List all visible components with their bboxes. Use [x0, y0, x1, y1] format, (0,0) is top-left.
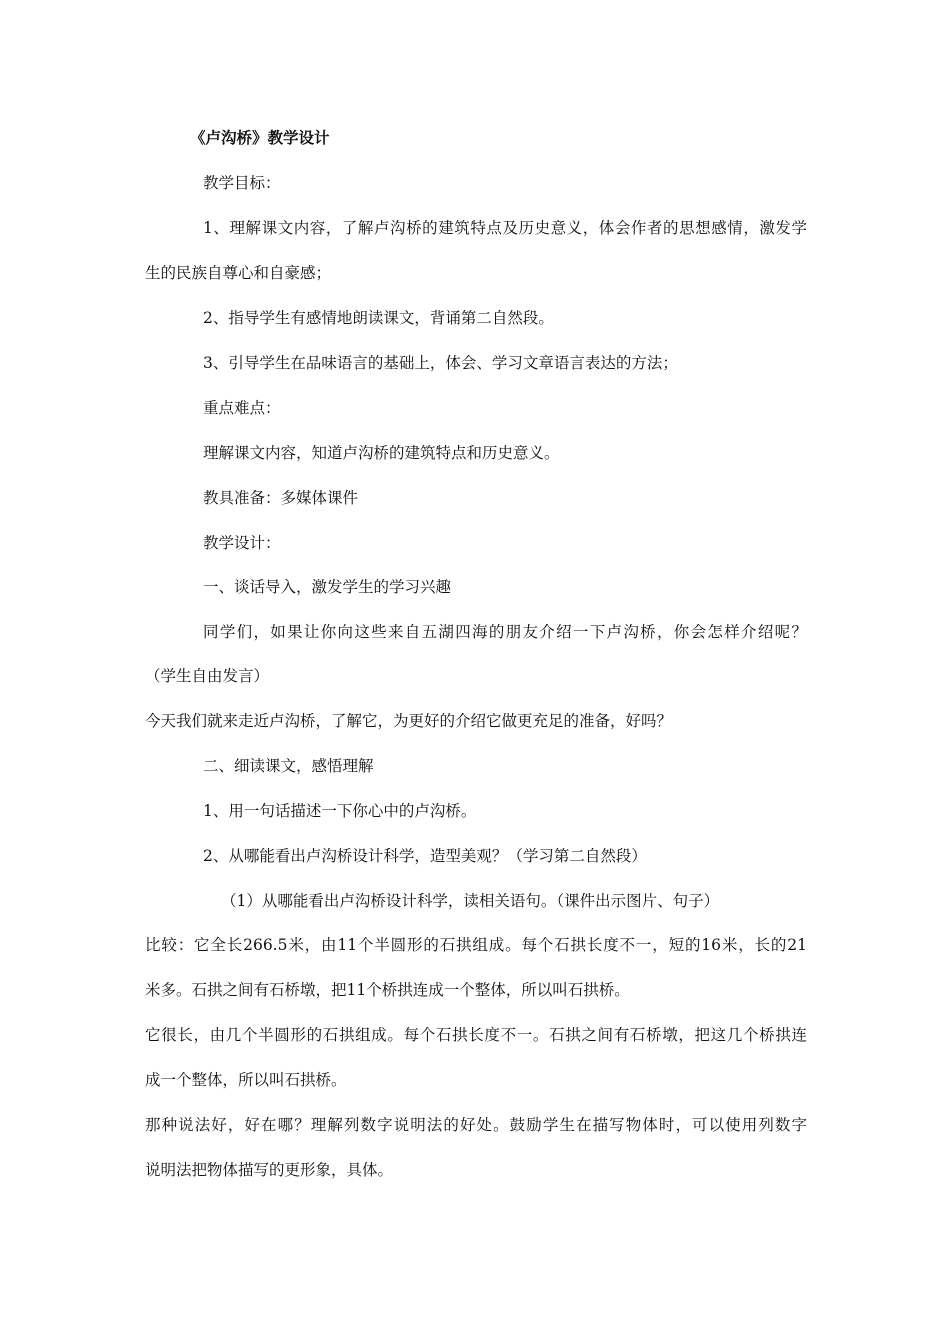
comparison-1-line-2: 米多。石拱之间有石桥墩，把11个桥拱连成一个整体，所以叫石拱桥。	[145, 981, 630, 999]
part-2-item-1: 1、用一句话描述一下你心中的卢沟桥。	[203, 802, 477, 820]
document-title: 《卢沟桥》教学设计	[190, 128, 330, 147]
goal-3: 3、引导学生在品味语言的基础上，体会、学习文章语言表达的方法；	[203, 354, 678, 372]
part-1-note: （学生自由发言）	[145, 667, 270, 685]
discussion-line-1: 那种说法好，好在哪？理解列数字说明法的好处。鼓励学生在描写物体时，可以使用列数字	[145, 1116, 807, 1134]
part-2-heading: 二、细读课文，感悟理解	[203, 757, 374, 775]
key-text: 理解课文内容，知道卢沟桥的建筑特点和历史意义。	[203, 444, 560, 462]
comparison-2-line-2: 成一个整体，所以叫石拱桥。	[145, 1071, 347, 1089]
key-heading: 重点难点：	[203, 399, 281, 417]
part-1-text-2: 今天我们就来走近卢沟桥，了解它，为更好的介绍它做更充足的准备，好吗？	[145, 712, 673, 730]
comparison-2-line-1: 它很长，由几个半圆形的石拱组成。每个石拱长度不一。石拱之间有石桥墩，把这几个桥拱连	[145, 1026, 807, 1044]
design-heading: 教学设计：	[203, 534, 281, 552]
teaching-tools: 教具准备：多媒体课件	[203, 489, 359, 507]
part-2-item-2: 2、从哪能看出卢沟桥设计科学，造型美观？（学习第二自然段）	[203, 847, 647, 865]
goal-1-line-2: 生的民族自尊心和自豪感；	[145, 264, 332, 282]
part-2-sub-item-1: （1）从哪能看出卢沟桥设计科学，读相关语句。（课件出示图片、句子）	[221, 892, 720, 910]
part-1-heading: 一、谈话导入，激发学生的学习兴趣	[203, 578, 452, 596]
goal-1-line-1: 1、理解课文内容，了解卢沟桥的建筑特点及历史意义，体会作者的思想感情，激发学	[203, 219, 807, 237]
comparison-1-line-1: 比较：它全长266.5米，由11个半圆形的石拱组成。每个石拱长度不一，短的16米，长的21	[145, 936, 807, 954]
discussion-line-2: 说明法把物体描写的更形象，具体。	[145, 1161, 394, 1179]
goal-heading: 教学目标：	[203, 174, 281, 192]
goal-2: 2、指导学生有感情地朗读课文，背诵第二自然段。	[203, 309, 554, 327]
part-1-text: 同学们，如果让你向这些来自五湖四海的朋友介绍一下卢沟桥，你会怎样介绍呢？	[203, 623, 807, 641]
